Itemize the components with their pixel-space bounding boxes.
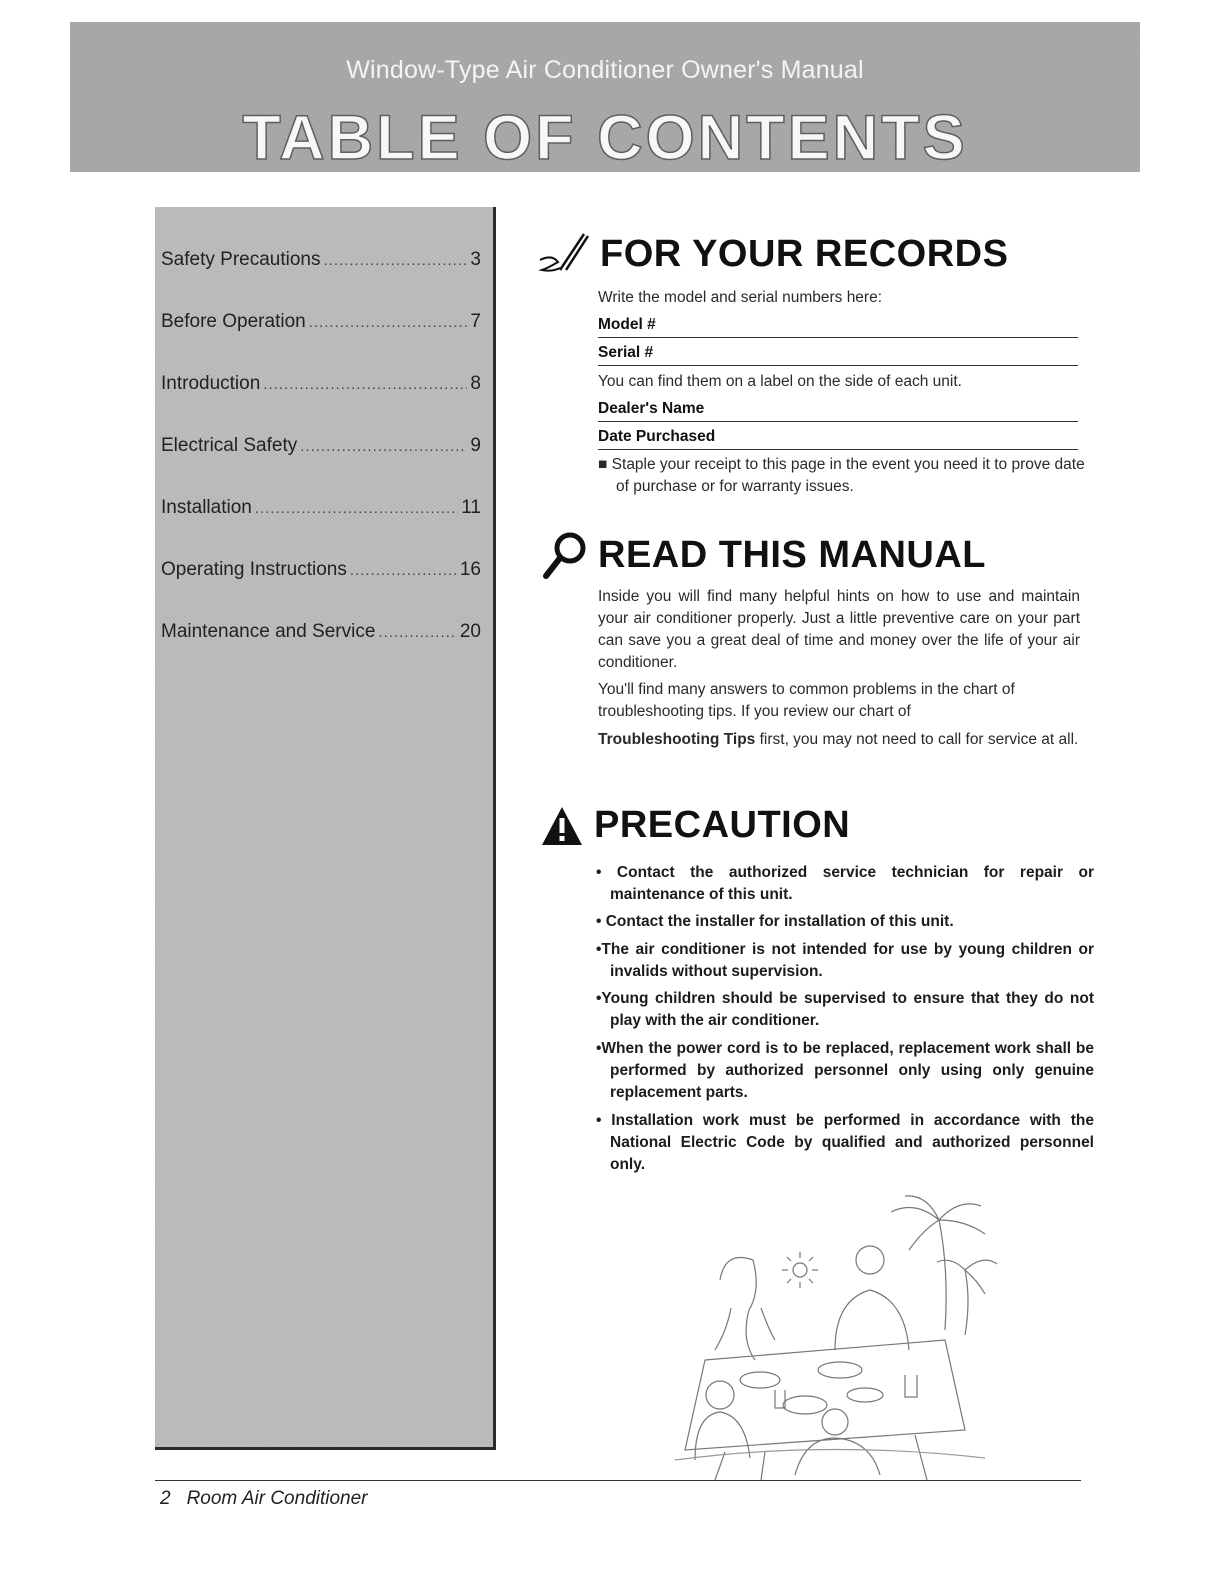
precaution-heading-row xyxy=(540,804,850,847)
toc-item-page: 16 xyxy=(459,559,481,580)
header-banner xyxy=(70,22,1140,172)
precaution-item: • Contact the authorized service technician for repair or maintenance of this unit. xyxy=(596,864,1094,903)
precaution-item: •Young children should be supervised to ensure that they do not play with the air conditioner. xyxy=(596,990,1094,1029)
toc-item-label: Installation xyxy=(161,497,252,518)
records-label-note: You can find them on a label on the side of each unit. xyxy=(598,373,962,390)
toc-item-label: Safety Precautions xyxy=(161,249,321,270)
precaution-heading: PRECAUTION xyxy=(594,804,851,846)
magnifier-icon xyxy=(540,530,588,580)
precaution-item: • Installation work must be performed in accordance with the National Electric Code by qualified and authorized personnel only. xyxy=(596,1112,1094,1173)
footer-title: Room Air Conditioner xyxy=(186,1488,368,1509)
toc-item-safety-precautions[interactable] xyxy=(161,249,481,273)
toc-panel xyxy=(155,207,496,1450)
toc-item-page: 9 xyxy=(470,435,481,456)
toc-item-label: Operating Instructions xyxy=(161,559,347,580)
toc-item-maintenance-and-service[interactable] xyxy=(161,621,481,645)
records-heading-row xyxy=(538,230,1008,278)
picnic-illustration xyxy=(665,1190,1000,1480)
toc-item-label: Introduction xyxy=(161,373,261,394)
toc-item-introduction[interactable] xyxy=(161,373,481,397)
toc-item-electrical-safety[interactable] xyxy=(161,435,481,459)
toc-item-label: Before Operation xyxy=(161,311,306,332)
manual-paragraph-1: Inside you will find many helpful hints on how to use and maintain your air conditioner properly. Just a little preventive care on your part can save you a great deal of time and money over the life of your air conditioner. xyxy=(598,588,1080,671)
warning-icon xyxy=(540,805,584,847)
records-heading: FOR YOUR RECORDS xyxy=(600,232,1009,275)
manual-subtitle: Window-Type Air Conditioner Owner's Manual xyxy=(346,56,864,84)
model-number-field[interactable]: Model # xyxy=(598,313,1078,338)
date-purchased-field[interactable]: Date Purchased xyxy=(598,425,1078,450)
manual-paragraph-2: You'll find many answers to common problems in the chart of troubleshooting tips. If you review our chart of xyxy=(598,681,1015,720)
toc-item-label: Maintenance and Service xyxy=(161,621,376,642)
pen-icon xyxy=(538,230,590,278)
staple-note: ■ Staple your receipt to this page in the event you need it to prove date of purchase or for warranty issues. xyxy=(598,456,1085,495)
page-title: TABLE OF CONTENTS xyxy=(242,103,968,173)
dealer-name-field[interactable]: Dealer's Name xyxy=(598,397,1078,422)
page-number: 2 xyxy=(160,1488,171,1509)
manual-paragraph-3: Troubleshooting Tips first, you may not need to call for service at all. xyxy=(598,731,1079,748)
toc-item-before-operation[interactable] xyxy=(161,311,481,335)
records-intro: Write the model and serial numbers here: xyxy=(598,289,883,306)
toc-item-page: 20 xyxy=(459,621,481,642)
precaution-item: • Contact the installer for installation of this unit. xyxy=(596,913,954,930)
precaution-item: •The air conditioner is not intended for use by young children or invalids without supervision. xyxy=(596,941,1094,980)
precaution-item: •When the power cord is to be replaced, replacement work shall be performed by authorized personnel only using only genuine replacement parts. xyxy=(596,1040,1094,1101)
toc-item-operating-instructions[interactable] xyxy=(161,559,481,583)
manual-heading: READ THIS MANUAL xyxy=(598,533,986,576)
serial-number-field[interactable]: Serial # xyxy=(598,341,1078,366)
manual-heading-row xyxy=(540,530,986,580)
page-footer xyxy=(160,1488,368,1510)
toc-item-label: Electrical Safety xyxy=(161,435,298,456)
toc-item-installation[interactable] xyxy=(161,497,481,521)
toc-item-page: 8 xyxy=(470,373,481,394)
troubleshooting-tips-ref: Troubleshooting Tips xyxy=(598,731,756,748)
toc-item-page: 11 xyxy=(461,497,481,518)
toc-item-page: 7 xyxy=(470,311,481,332)
toc-item-page: 3 xyxy=(470,249,481,270)
footer-rule xyxy=(155,1480,1081,1481)
